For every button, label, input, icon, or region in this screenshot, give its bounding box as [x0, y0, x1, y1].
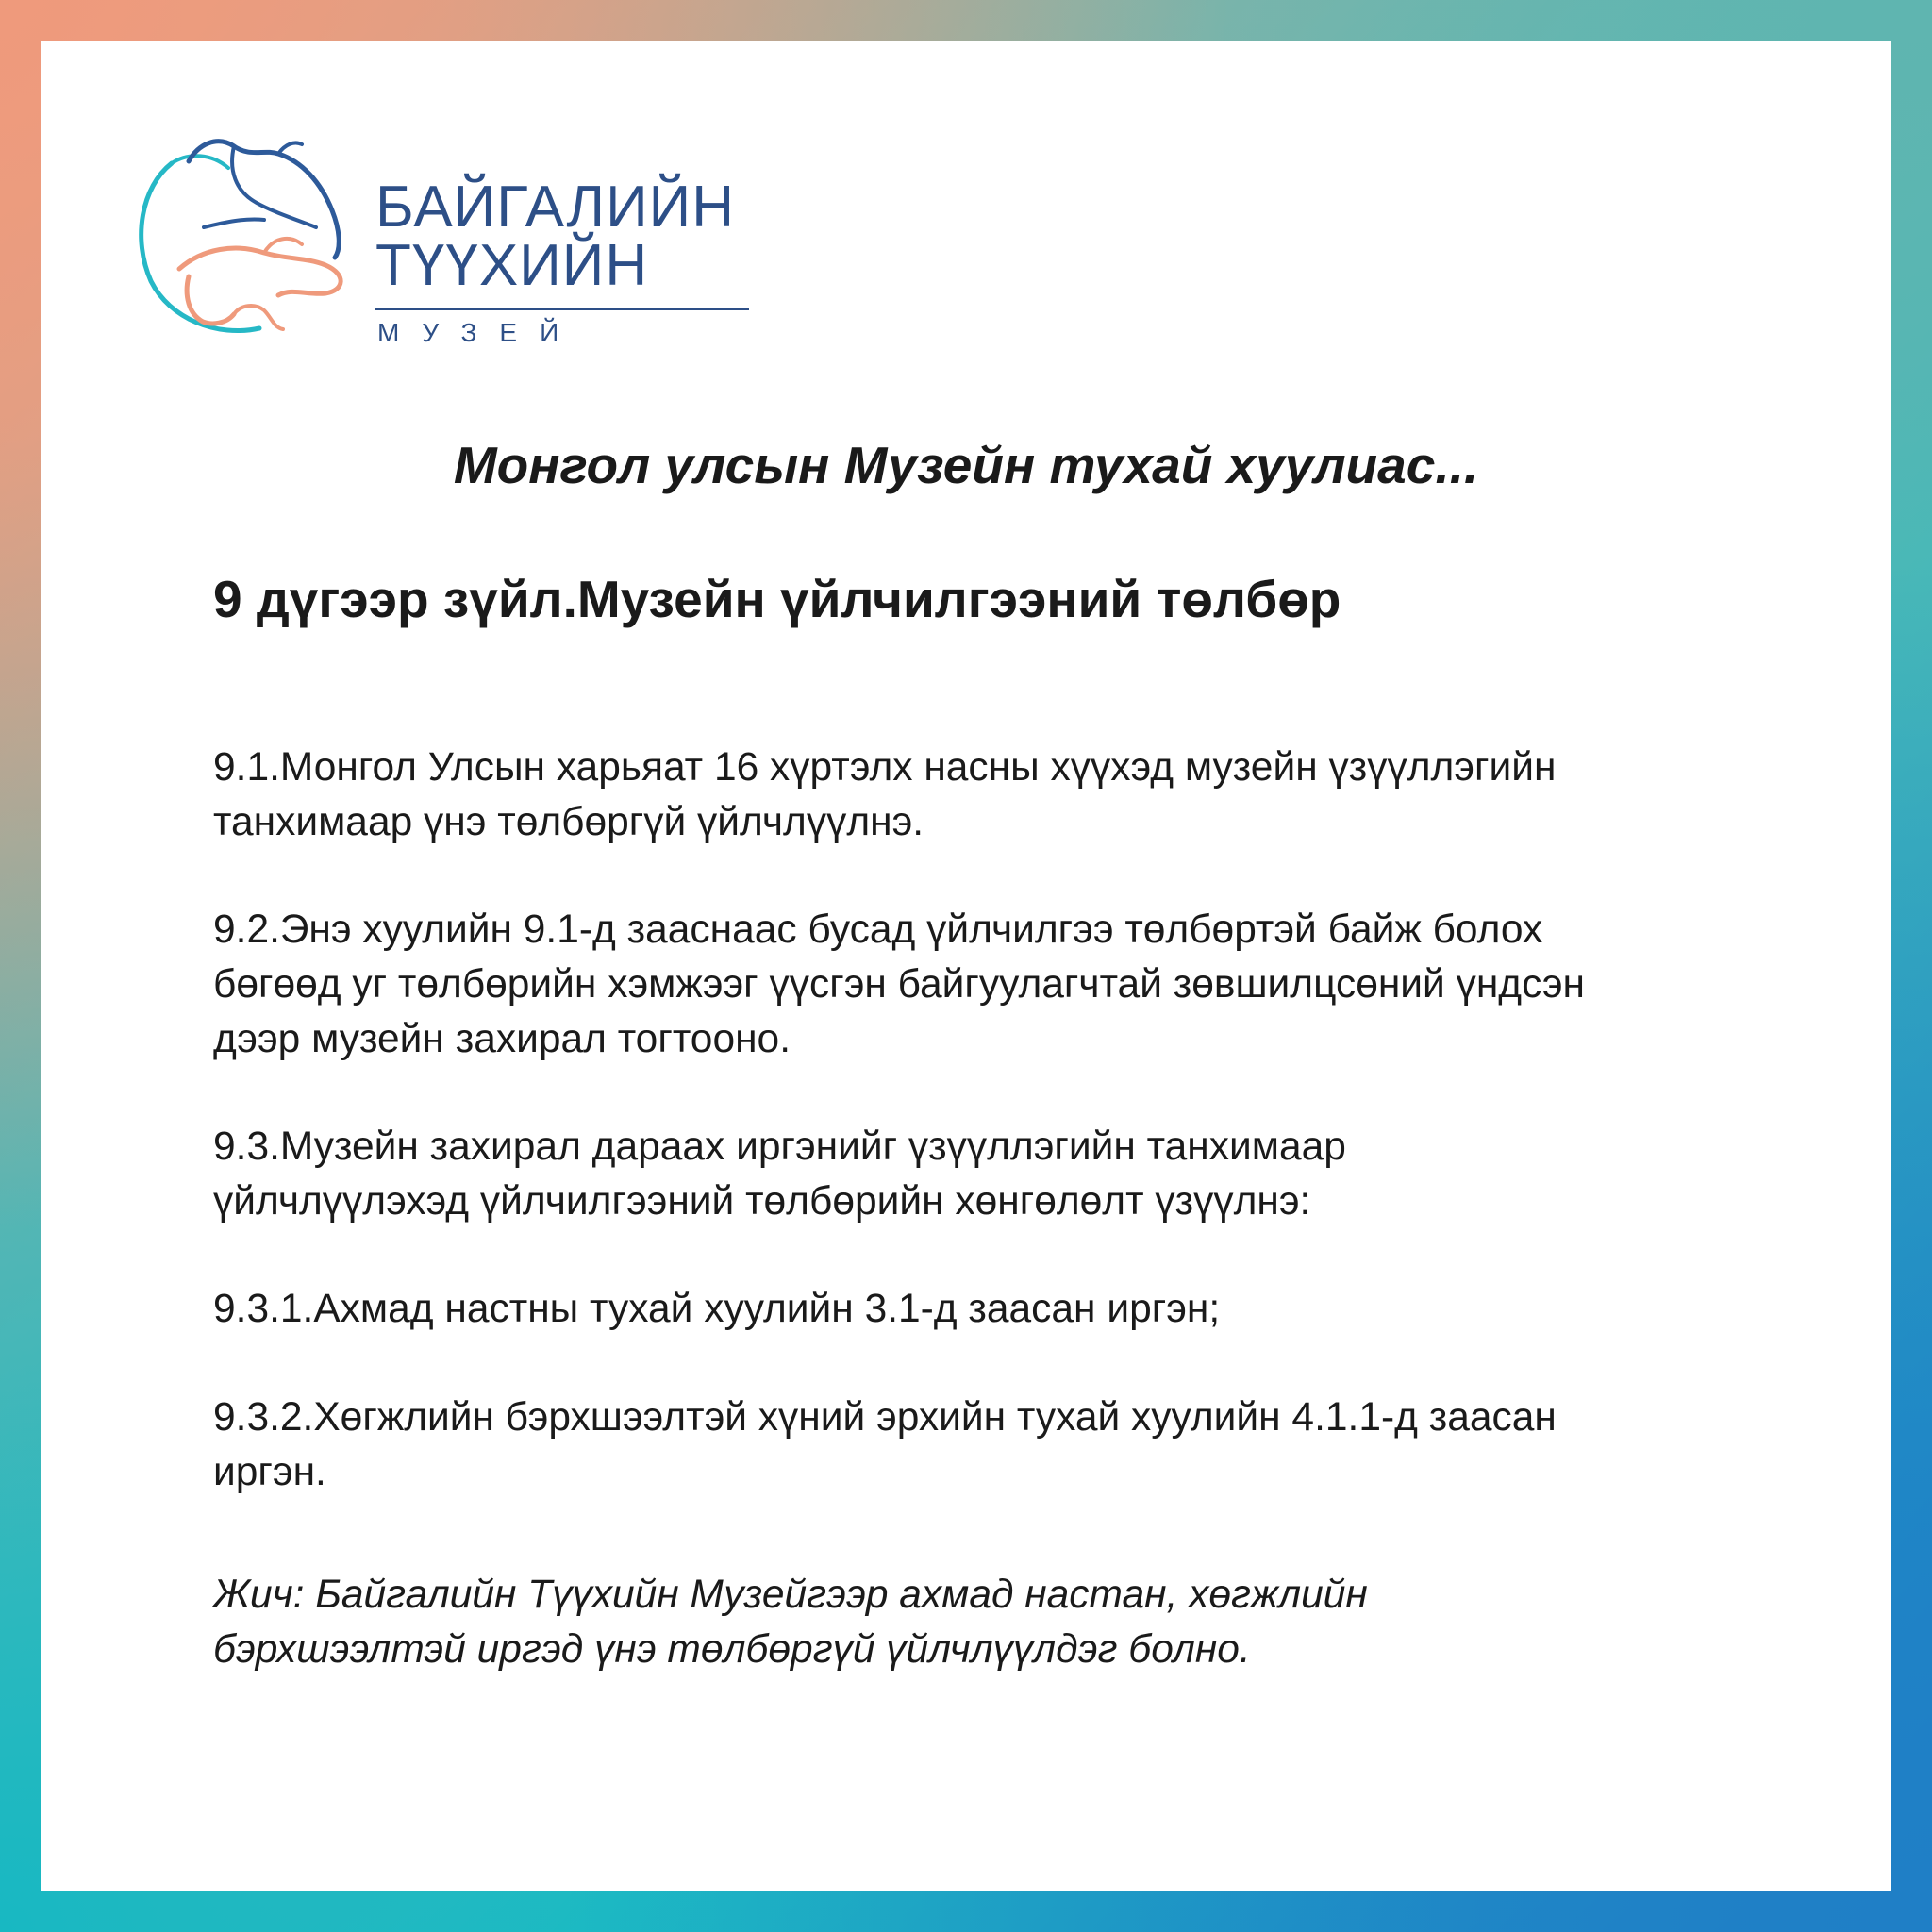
- page-heading: Монгол улсын Музейн тухай хуулиас...: [453, 436, 1479, 494]
- paragraph-line: иргэн.: [213, 1450, 326, 1494]
- logo-subtitle: МУЗЕЙ: [377, 318, 582, 347]
- paragraph-line: танхимаар үнэ төлбөргүй үйлчлүүлнэ.: [213, 800, 924, 844]
- paragraph-9-3-2: [213, 1391, 1836, 1500]
- note-paragraph: [213, 1568, 1836, 1677]
- paragraph-line: үйлчлүүлэхэд үйлчилгээний төлбөрийн хөнгөлөлт үзүүлнэ:: [213, 1179, 1311, 1224]
- logo-line-1: БАЙГАЛИЙН: [375, 175, 735, 240]
- paragraph-line: дээр музейн захирал тогтооно.: [213, 1017, 791, 1061]
- museum-logo: [123, 116, 802, 361]
- paragraph-line: бөгөөд уг төлбөрийн хэмжээг үүсгэн байгуулагчтай зөвшилцсөний үндсэн: [213, 962, 1585, 1007]
- logo-divider: [375, 308, 749, 310]
- content-card: [41, 41, 1891, 1891]
- logo-wordmark: [375, 175, 749, 348]
- paragraph-9-1: [213, 741, 1836, 850]
- paragraph-line: 9.3.Музейн захирал дараах иргэнийг үзүүллэгийн танхимаар: [213, 1124, 1346, 1169]
- note-line: бэрхшээлтэй иргэд үнэ төлбөргүй үйлчлүүлдэг болно.: [213, 1627, 1251, 1672]
- paragraph-line: 9.1.Монгол Улсын харьяат 16 хүртэлх насны хүүхэд музейн үзүүллэгийн: [213, 745, 1557, 790]
- note-line: Жич: Байгалийн Түүхийн Музейгээр ахмад настан, хөгжлийн: [213, 1573, 1368, 1617]
- paragraph-9-2: [213, 903, 1836, 1067]
- paragraph-line: 9.3.1.Ахмад настны тухай хуулийн 3.1-д заасан иргэн;: [213, 1287, 1221, 1331]
- article-title: 9 дүгээр зүйл.Музейн үйлчилгээний төлбөр: [213, 570, 1341, 628]
- animals-logo-icon: [123, 116, 368, 361]
- paragraph-9-3: [213, 1120, 1836, 1229]
- logo-line-2: ТҮҮХИЙН: [375, 233, 649, 298]
- paragraph-9-3-1: [213, 1282, 1836, 1337]
- paragraph-line: 9.3.2.Хөгжлийн бэрхшээлтэй хүний эрхийн тухай хуулийн 4.1.1-д заасан: [213, 1395, 1557, 1440]
- paragraph-line: 9.2.Энэ хуулийн 9.1-д зааснаас бусад үйлчилгээ төлбөртэй байж болох: [213, 908, 1543, 952]
